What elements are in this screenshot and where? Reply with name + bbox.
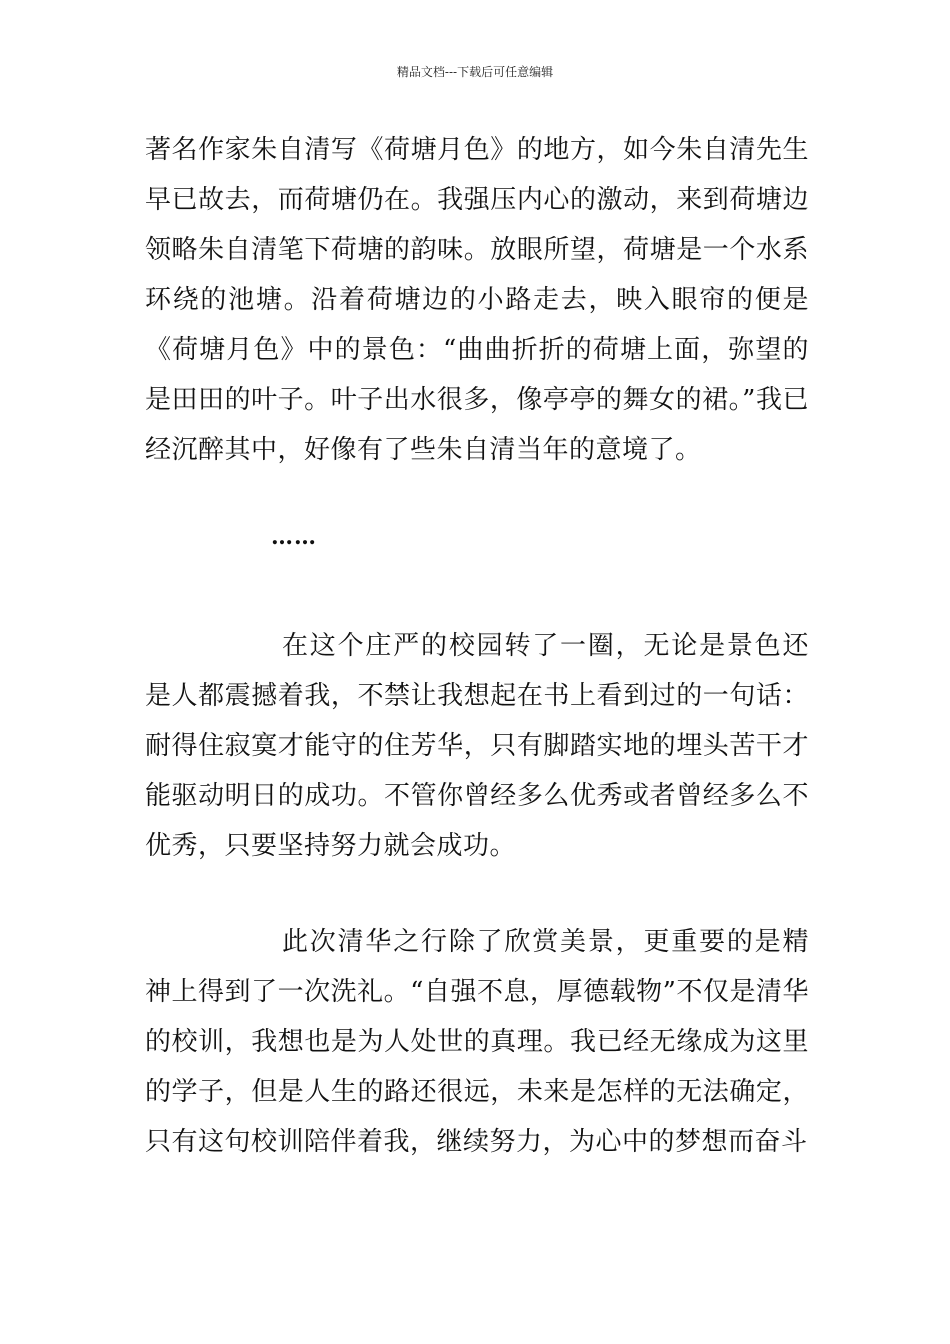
page-header: 精品文档---下载后可任意编辑 bbox=[396, 65, 554, 79]
paragraph-3: 此次清华之行除了欣赏美景，更重要的是精神上得到了一次洗礼。“自强不息，厚德载物”不仅是清华的校训，我想也是为人处世的真理。我已经无缘成为这里的学子，但是人生的路还很远，未来是怎样的无法确定，只有这句校训陪伴着我，继续努力，为心中的梦想而奋斗 bbox=[145, 927, 809, 1157]
paragraph-2: 在这个庄严的校园转了一圈，无论是景色还是人都震撼着我，不禁让我想起在书上看到过的一句话：耐得住寂寞才能守的住芳华，只有脚踏实地的埋头苦干才能驱动明日的成功。不管你曾经多么优秀或者曾经多么不优秀，只要坚持努力就会成功。 bbox=[145, 631, 809, 861]
paragraph-1: 著名作家朱自清写《荷塘月色》的地方，如今朱自清先生早已故去，而荷塘仍在。我强压内心的激动，来到荷塘边领略朱自清笔下荷塘的韵味。放眼所望，荷塘是一个水系环绕的池塘。沿着荷塘边的小路走去，映入眼帘的便是《荷塘月色》中的景色：“曲曲折折的荷塘上面，弥望的是田田的叶子。叶子出水很多，像亭亭的舞女的裙。”我已经沉醉其中，好像有了些朱自清当年的意境了。 bbox=[145, 135, 809, 465]
ellipsis: …… bbox=[271, 524, 317, 550]
